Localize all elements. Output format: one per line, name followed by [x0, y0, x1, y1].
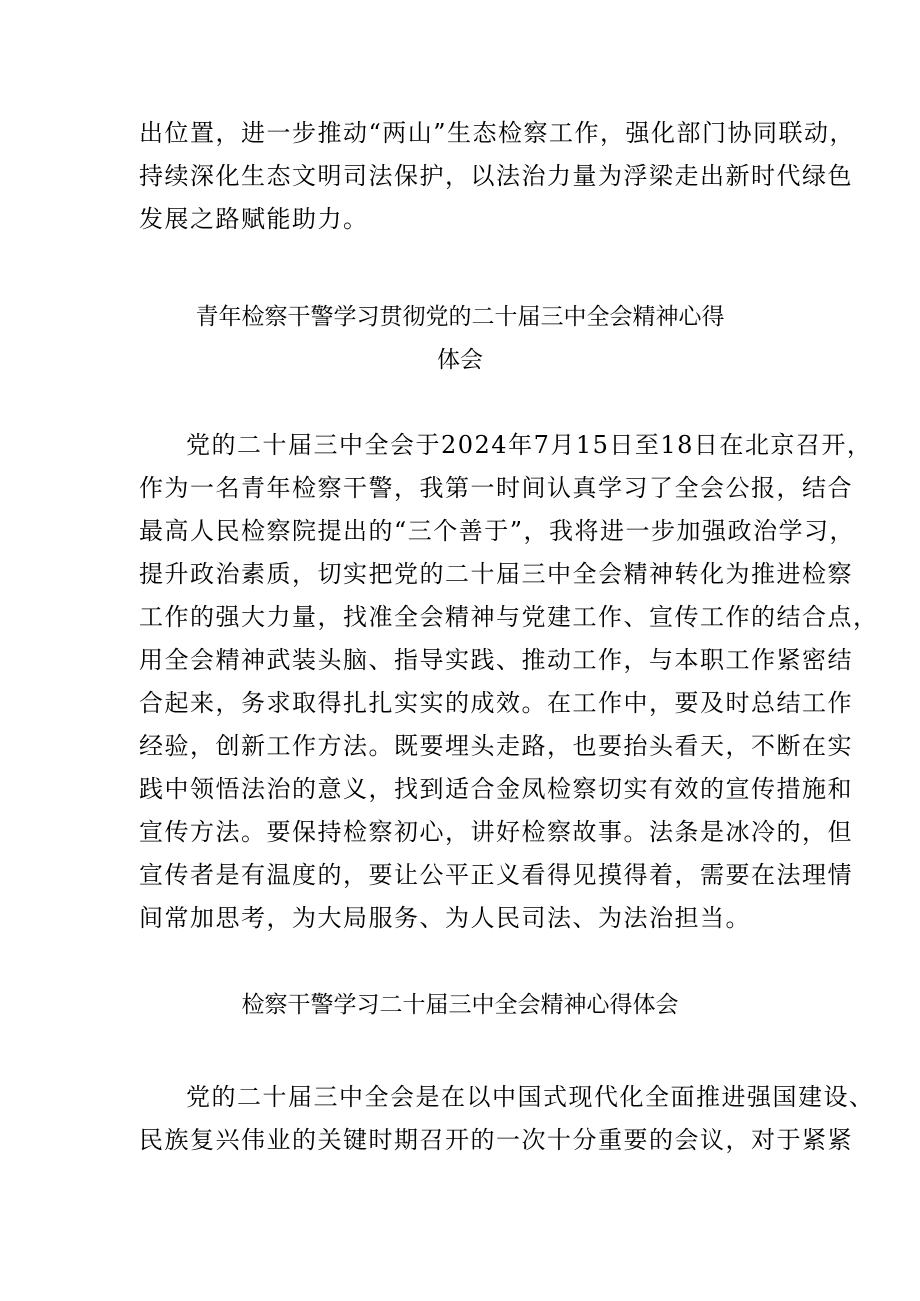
paragraph-line: 党的二十届三中全会是在以中国式现代化全面推进强国建设、 [186, 1083, 875, 1111]
paragraph-line: 用全会精神武装头脑、指导实践、推动工作，与本职工作紧密结 [139, 646, 853, 674]
paragraph-line: 发展之路赋能助力。 [139, 205, 369, 233]
paragraph-line: 党的二十届三中全会于2024年7月15日至18日在北京召开， [186, 431, 873, 459]
article-title-line: 青年检察干警学习贯彻党的二十届三中全会精神心得 [195, 304, 725, 330]
paragraph-line: 出位置，进一步推动“两山”生态检察工作，强化部门协同联动， [139, 119, 856, 147]
paragraph-line: 民族复兴伟业的关键时期召开的一次十分重要的会议，对于紧紧 [139, 1126, 853, 1154]
paragraph-line: 宣传方法。要保持检察初心，讲好检察故事。法条是冰冷的，但 [139, 818, 853, 846]
paragraph-line: 合起来，务求取得扎扎实实的成效。在工作中，要及时总结工作 [139, 689, 853, 717]
paragraph-line: 间常加思考，为大局服务、为人民司法、为法治担当。 [139, 904, 751, 932]
paragraph-line: 作为一名青年检察干警，我第一时间认真学习了全会公报，结合 [139, 474, 853, 502]
article-title: 检察干警学习二十届三中全会精神心得体会 [241, 992, 679, 1018]
paragraph-line: 践中领悟法治的意义，找到适合金凤检察切实有效的宣传措施和 [139, 775, 853, 803]
paragraph-line: 宣传者是有温度的，要让公平正义看得见摸得着，需要在法理情 [139, 861, 853, 889]
paragraph-line: 提升政治素质，切实把党的二十届三中全会精神转化为推进检察 [139, 560, 853, 588]
paragraph-line: 持续深化生态文明司法保护，以法治力量为浮梁走出新时代绿色 [139, 162, 853, 190]
article-title-line: 体会 [437, 347, 483, 373]
paragraph-line: 最高人民检察院提出的“三个善于”，我将进一步加强政治学习， [139, 517, 856, 545]
paragraph-line: 经验，创新工作方法。既要埋头走路，也要抬头看天，不断在实 [139, 732, 853, 760]
paragraph-line: 工作的强大力量，找准全会精神与党建工作、宣传工作的结合点， [139, 603, 879, 631]
